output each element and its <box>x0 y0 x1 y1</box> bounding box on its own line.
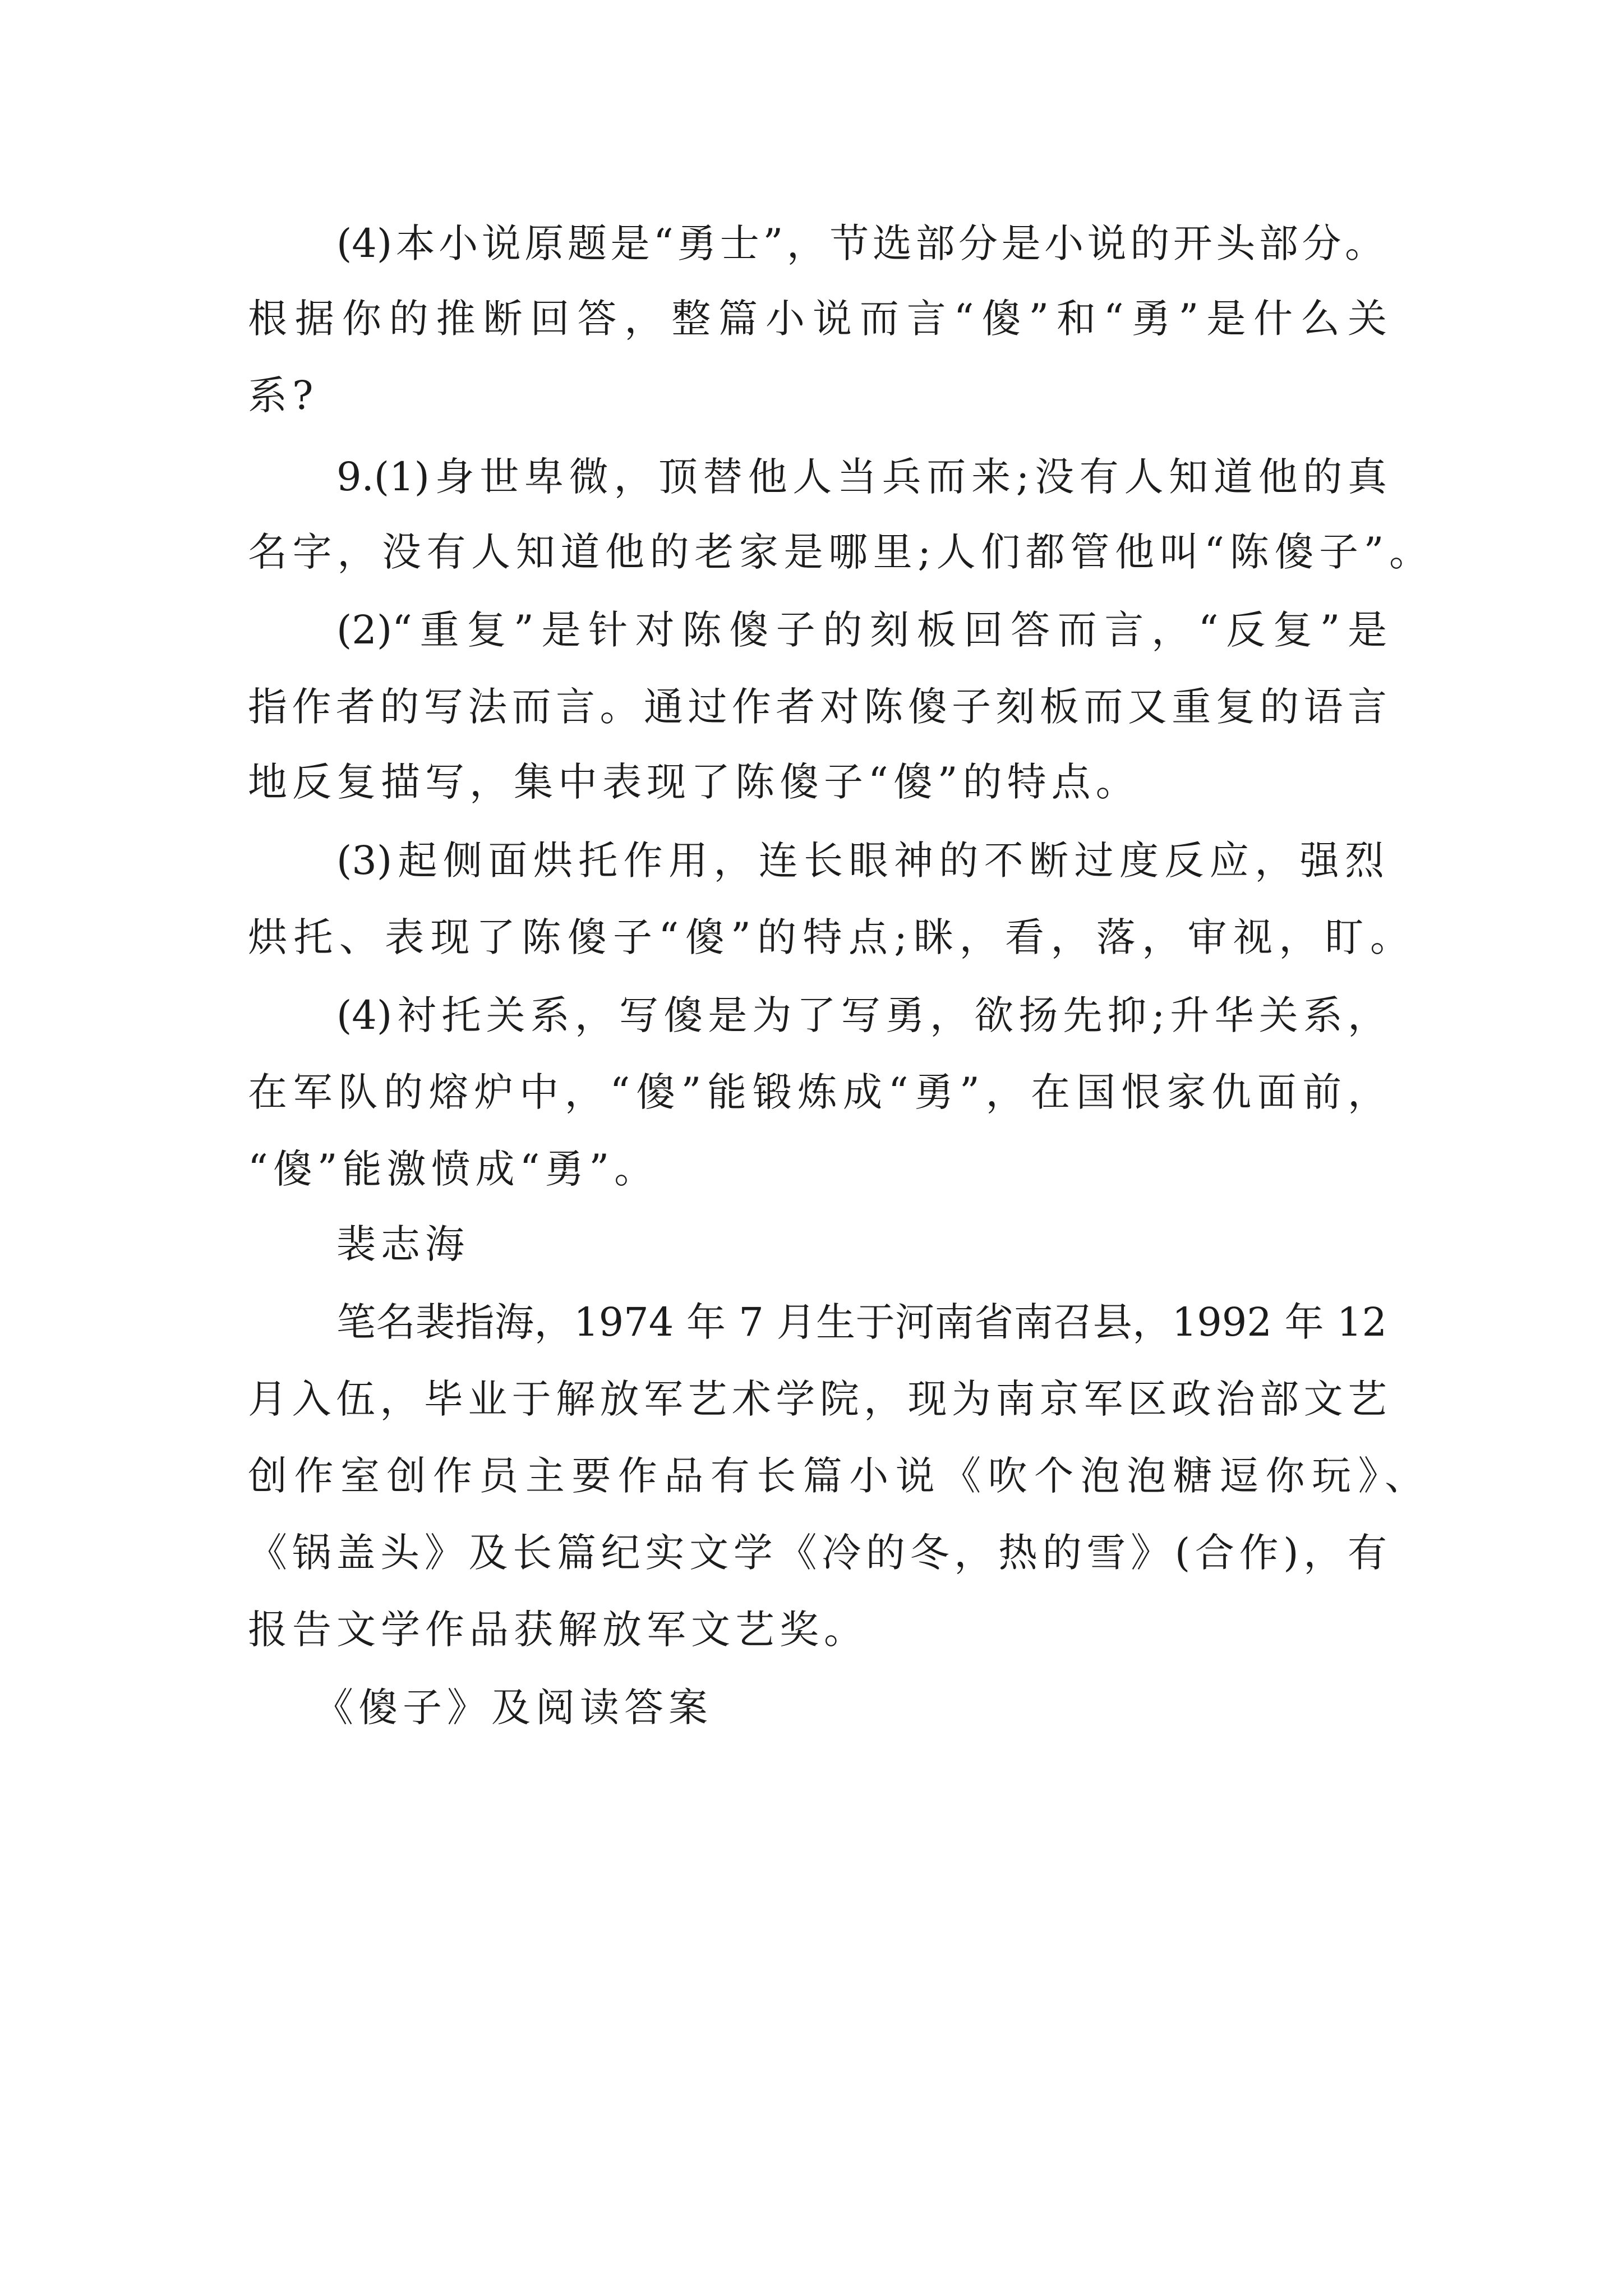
article-title-line: 《傻子》及阅读答案 <box>314 1685 713 1731</box>
answer-line: 地反复描写，集中表现了陈傻子“傻”的特点。 <box>248 759 1140 805</box>
question-line: 系? <box>248 372 319 418</box>
bio-line: 月入伍，毕业于解放军艺术学院，现为南京军区政治部文艺 <box>248 1376 1387 1422</box>
answer-line: (4)衬托关系，写傻是为了写勇，欲扬先抑;升华关系， <box>336 992 1387 1038</box>
answer-line: 在军队的熔炉中，“傻”能锻炼成“勇”，在国恨家仇面前， <box>248 1069 1387 1115</box>
bio-line: 笔名裴指海，1974 年 7 月生于河南省南召县，1992 年 12 <box>336 1299 1387 1345</box>
author-name-line: 裴志海 <box>336 1221 469 1267</box>
bio-line: 创作室创作员主要作品有长篇小说《吹个泡泡糖逗你玩》、 <box>248 1453 1424 1499</box>
answer-line: (3)起侧面烘托作用，连长眼神的不断过度反应，强烈 <box>336 838 1384 884</box>
question-line: 根据你的推断回答，整篇小说而言“傻”和“勇”是什么关 <box>248 296 1387 342</box>
answer-line: “傻”能激愤成“勇”。 <box>248 1146 659 1192</box>
answer-line: 名字，没有人知道他的老家是哪里;人们都管他叫“陈傻子”。 <box>248 529 1428 575</box>
bio-line: 报告文学作品获解放军文艺奖。 <box>248 1607 868 1653</box>
answer-line: 指作者的写法而言。通过作者对陈傻子刻板而又重复的语言 <box>248 684 1387 730</box>
bio-line: 《锅盖头》及长篇纪实文学《冷的冬，热的雪》(合作)，有 <box>248 1530 1387 1576</box>
question-line: (4)本小说原题是“勇士”，节选部分是小说的开头部分。 <box>336 220 1384 266</box>
answer-line: (2)“重复”是针对陈傻子的刻板回答而言，“反复”是 <box>336 607 1387 653</box>
answer-line: 9.(1)身世卑微，顶替他人当兵而来;没有人知道他的真 <box>336 454 1387 500</box>
answer-line: 烘托、表现了陈傻子“傻”的特点;眯，看，落，审视，盯。 <box>248 914 1409 960</box>
